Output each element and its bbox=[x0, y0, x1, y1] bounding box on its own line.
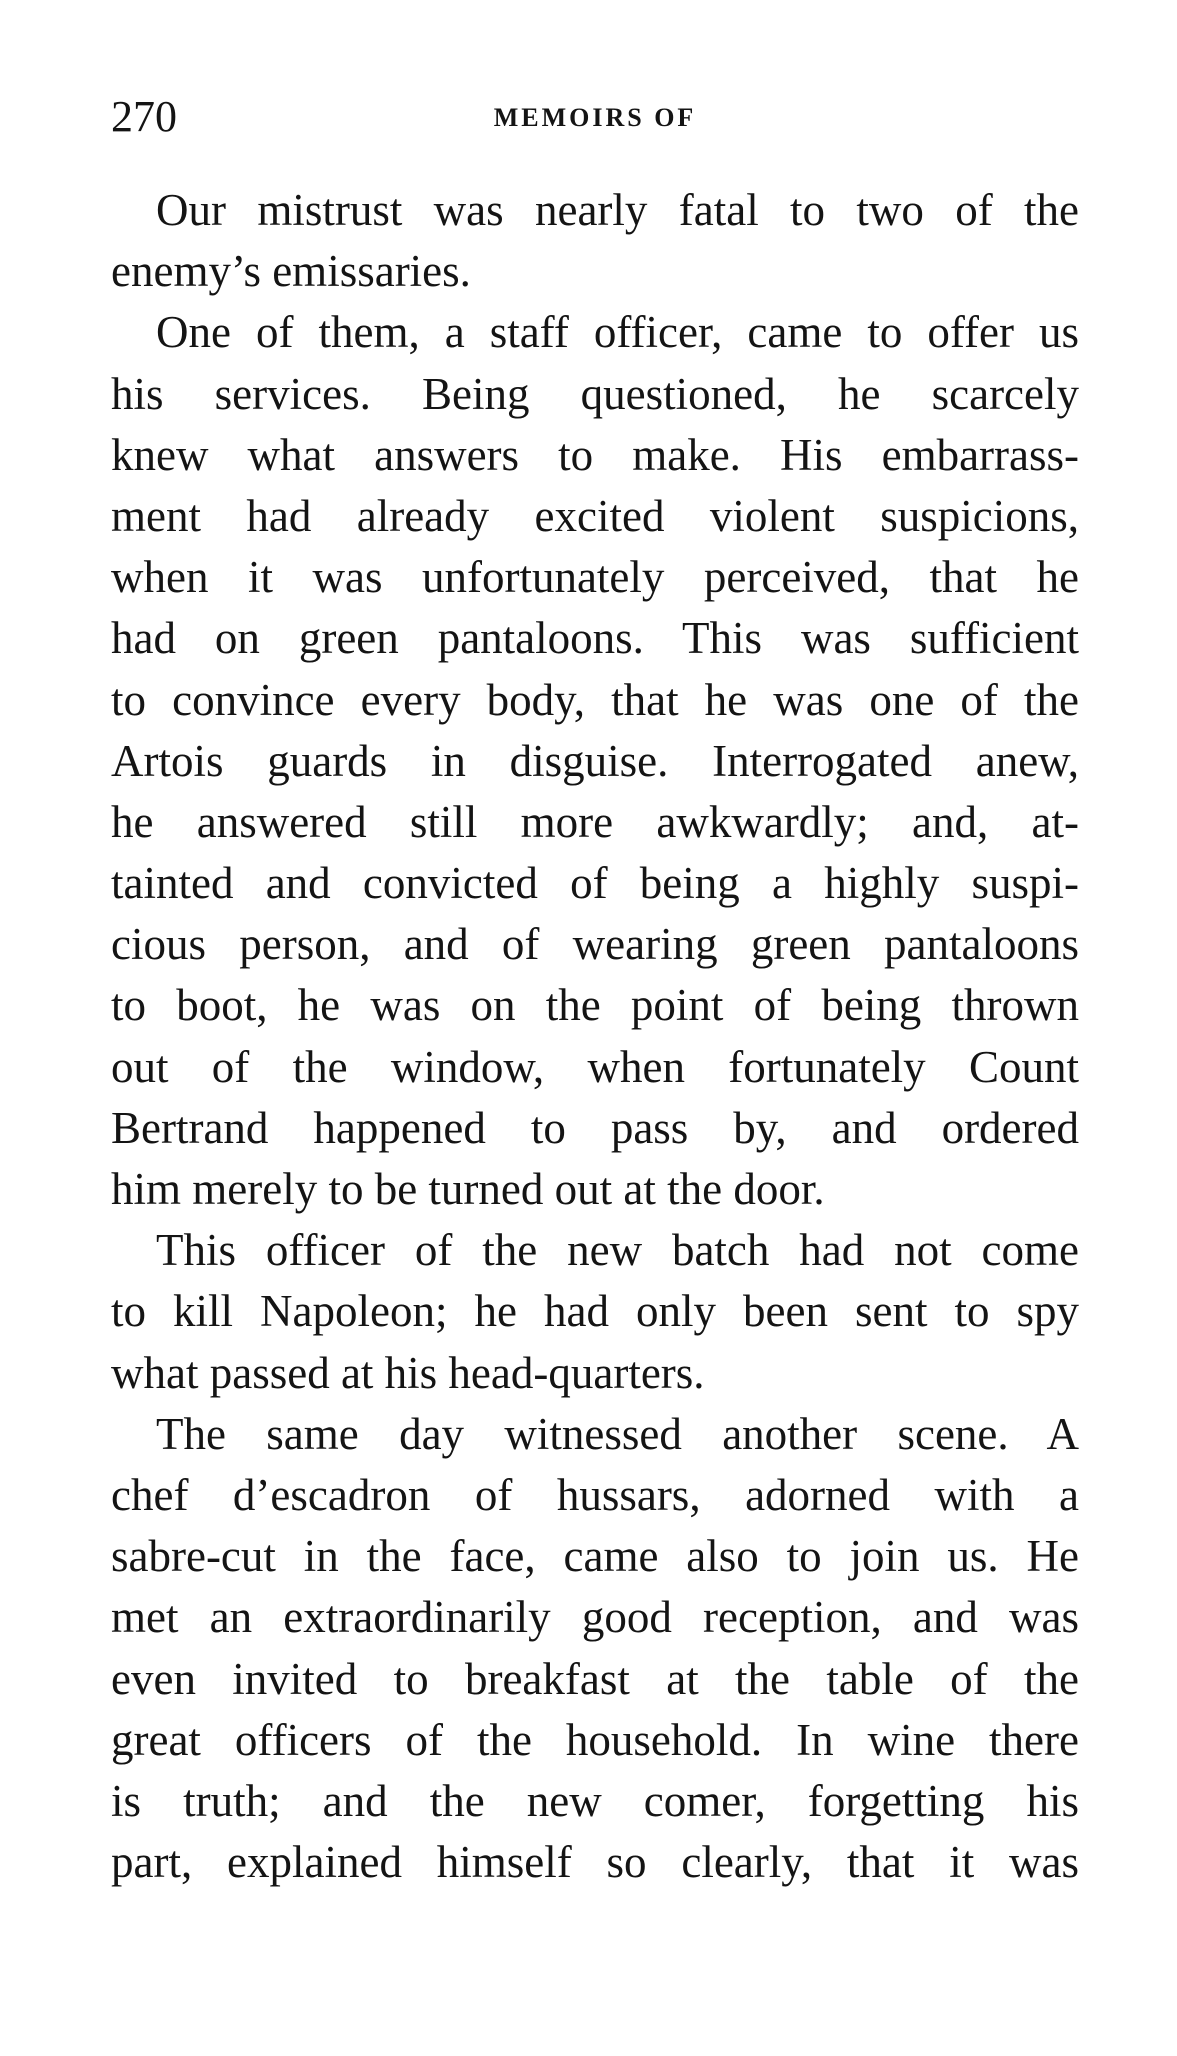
running-head bbox=[111, 92, 1079, 142]
text-line: One of them, a staff officer, came to offer us bbox=[156, 307, 1079, 358]
paragraph bbox=[111, 1404, 1079, 1894]
text-line: what passed at his head-quarters. bbox=[111, 1347, 705, 1398]
text-line: enemy’s emissaries. bbox=[111, 246, 471, 297]
text-line: Artois guards in disguise. Interrogated anew, bbox=[111, 735, 1079, 786]
text-line: had on green pantaloons. This was sufficient bbox=[111, 613, 1079, 664]
text-line: This officer of the new batch had not come bbox=[156, 1225, 1079, 1276]
text-line: The same day witnessed another scene. A bbox=[156, 1408, 1079, 1459]
text-line: cious person, and of wearing green pantaloons bbox=[111, 919, 1079, 970]
text-line: he answered still more awkwardly; and, at- bbox=[111, 796, 1079, 847]
text-line: tainted and convicted of being a highly suspi- bbox=[111, 858, 1079, 909]
page-number: 270 bbox=[111, 92, 177, 141]
text-line: to convince every body, that he was one of the bbox=[111, 674, 1079, 725]
text-line: great officers of the household. In wine there bbox=[111, 1714, 1079, 1765]
text-line: out of the window, when fortunately Count bbox=[111, 1041, 1079, 1092]
text-line: knew what answers to make. His embarrass- bbox=[111, 429, 1079, 480]
text-line: chef d’escadron of hussars, adorned with a bbox=[111, 1469, 1079, 1520]
paragraph bbox=[111, 1220, 1079, 1404]
text-line: Bertrand happened to pass by, and ordered bbox=[111, 1102, 1079, 1153]
text-line: even invited to breakfast at the table of the bbox=[111, 1653, 1079, 1704]
text-line: sabre-cut in the face, came also to join us. He bbox=[111, 1531, 1079, 1582]
paragraph bbox=[111, 302, 1079, 1220]
text-line: Our mistrust was nearly fatal to two of the bbox=[156, 185, 1079, 235]
text-line: part, explained himself so clearly, that it was bbox=[111, 1837, 1079, 1888]
text-line: is truth; and the new comer, forgetting his bbox=[111, 1775, 1079, 1826]
paragraph bbox=[111, 180, 1079, 302]
text-line: met an extraordinarily good reception, and was bbox=[111, 1592, 1079, 1643]
text-line: him merely to be turned out at the door. bbox=[111, 1164, 825, 1214]
text-line: his services. Being questioned, he scarcely bbox=[111, 368, 1079, 419]
text-line: to kill Napoleon; he had only been sent to spy bbox=[111, 1286, 1079, 1337]
text-line: ment had already excited violent suspicions, bbox=[111, 490, 1079, 541]
body-text bbox=[111, 180, 1079, 1893]
running-head-title: MEMOIRS OF bbox=[493, 103, 697, 132]
text-line: to boot, he was on the point of being thrown bbox=[111, 980, 1079, 1031]
text-line: when it was unfortunately perceived, that he bbox=[111, 552, 1079, 603]
